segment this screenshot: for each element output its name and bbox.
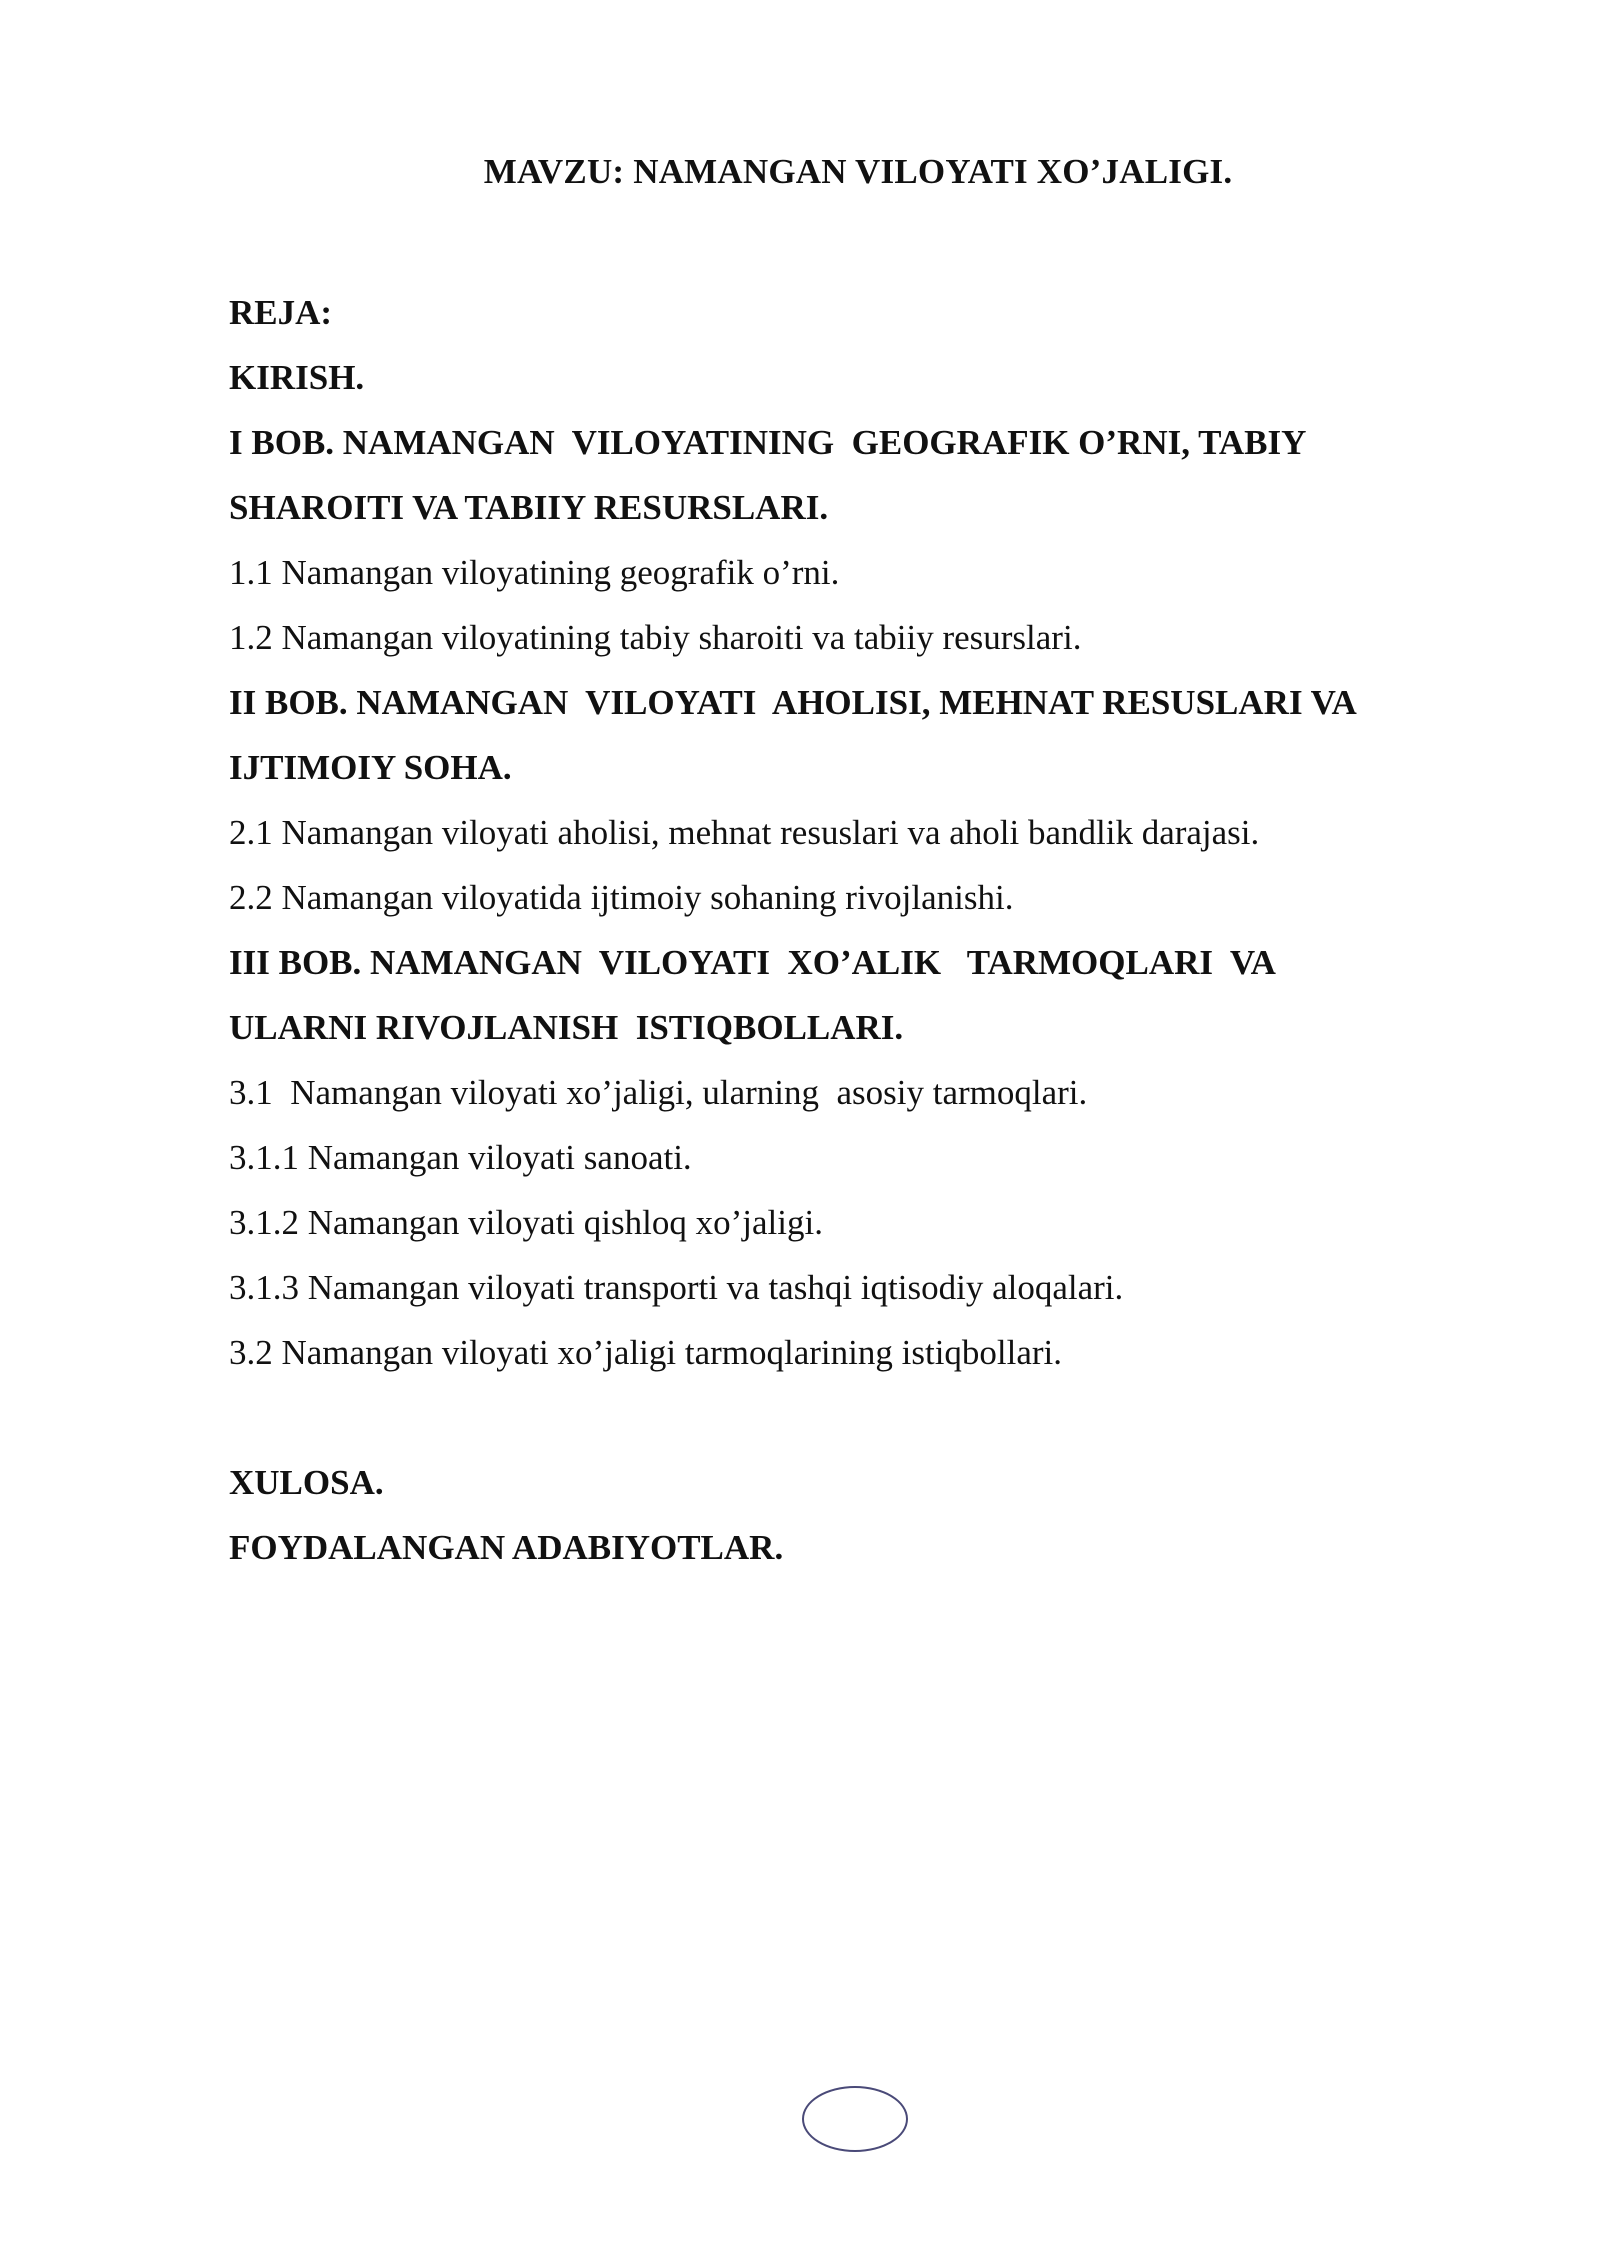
toc-intro: KIRISH. — [229, 358, 365, 397]
toc-section-3-1-1: 3.1.1 Namangan viloyati sanoati. — [229, 1138, 692, 1177]
page-number-oval — [802, 2086, 908, 2152]
toc-section-3-1: 3.1 Namangan viloyati xo’jaligi, ularning asosiy tarmoqlari. — [229, 1073, 1088, 1112]
toc-chapter-2-heading-line-2: IJTIMOIY SOHA. — [229, 748, 512, 787]
toc-section-3-1-3: 3.1.3 Namangan viloyati transporti va tashqi iqtisodiy aloqalari. — [229, 1268, 1124, 1307]
toc-section-3-2: 3.2 Namangan viloyati xo’jaligi tarmoqlarining istiqbollari. — [229, 1333, 1063, 1372]
toc-chapter-3-heading-line-2: ULARNI RIVOJLANISH ISTIQBOLLARI. — [229, 1008, 904, 1047]
toc-section-3-1-2: 3.1.2 Namangan viloyati qishloq xo’jaligi. — [229, 1203, 823, 1242]
toc-chapter-1-heading-line-2: SHAROITI VA TABIIY RESURSLARI. — [229, 488, 829, 527]
toc-section-1-2: 1.2 Namangan viloyatining tabiy sharoiti va tabiiy resurslari. — [229, 618, 1082, 657]
toc-chapter-1-heading-line-1: I BOB. NAMANGAN VILOYATINING GEOGRAFIK O’RNI, TABIY — [229, 423, 1307, 462]
toc-section-1-1: 1.1 Namangan viloyatining geografik o’rni. — [229, 553, 840, 592]
toc-chapter-2-heading-line-1: II BOB. NAMANGAN VILOYATI AHOLISI, MEHNAT RESUSLARI VA — [229, 683, 1357, 722]
toc-spacer — [229, 1385, 1479, 1450]
toc-conclusion: XULOSA. — [229, 1463, 384, 1502]
toc-section-2-1: 2.1 Namangan viloyati aholisi, mehnat resuslari va aholi bandlik darajasi. — [229, 813, 1260, 852]
plan-heading: REJA: — [229, 293, 333, 332]
toc-chapter-3-heading-line-1: III BOB. NAMANGAN VILOYATI XO’ALIK TARMOQLARI VA — [229, 943, 1276, 982]
toc-section-2-2: 2.2 Namangan viloyatida ijtimoiy sohaning rivojlanishi. — [229, 878, 1014, 917]
table-of-contents — [229, 280, 1479, 1580]
toc-references: FOYDALANGAN ADABIYOTLAR. — [229, 1528, 784, 1567]
document-title: MAVZU: NAMANGAN VILOYATI XO’JALIGI. — [483, 152, 1233, 191]
